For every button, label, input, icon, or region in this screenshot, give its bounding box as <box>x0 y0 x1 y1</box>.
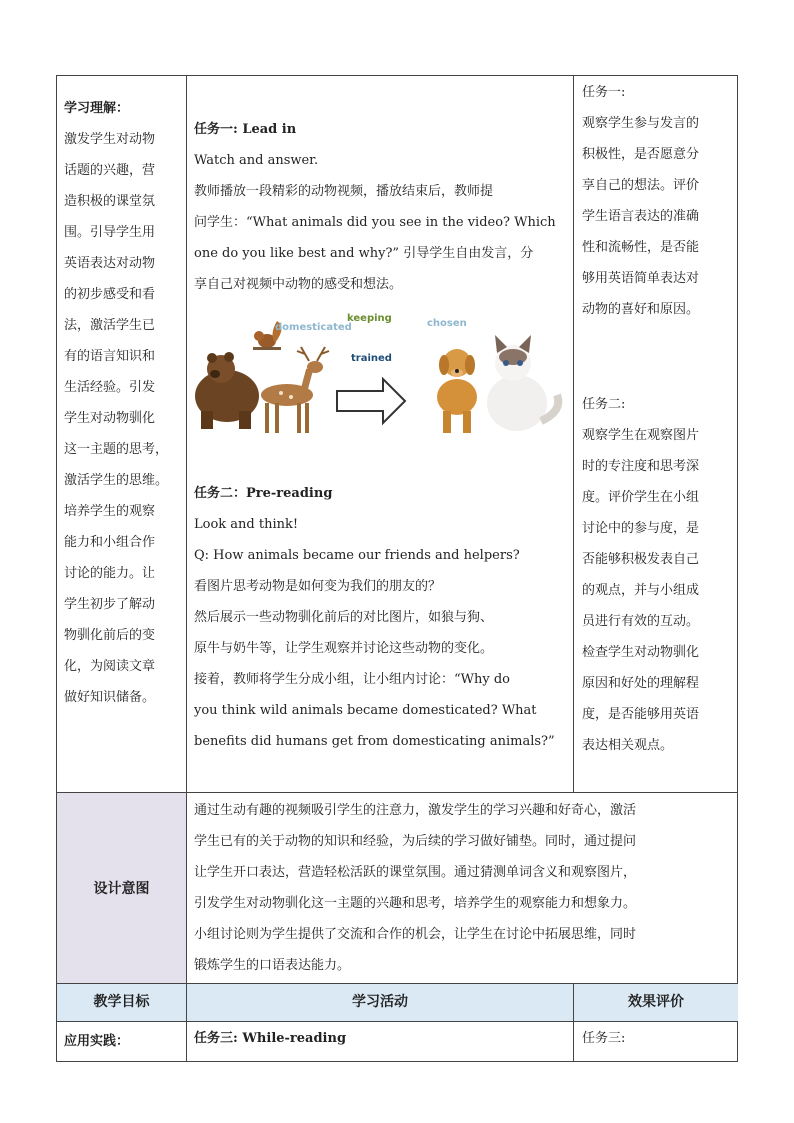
task1-description <box>194 176 566 300</box>
text-line: 能力和小组合作 <box>64 535 156 550</box>
evaluation-cell-task2 <box>574 389 738 761</box>
task2-title: 任务二：Pre-reading <box>194 486 333 501</box>
text-line: 小组讨论则为学生提供了交流和合作的机会，让学生在讨论中拓展思维，同时 <box>194 927 637 942</box>
text-line: you think wild animals became domesticated? What <box>194 703 537 718</box>
text-line: 然后展示一些动物驯化前后的对比图片，如狼与狗、 <box>194 610 494 625</box>
cat-icon <box>487 335 558 431</box>
text-line: 原因和好处的理解程 <box>582 676 700 691</box>
text-line: benefits did humans get from domesticating animals?” <box>194 734 555 749</box>
text-line: 享自己对视频中动物的感受和想法。 <box>194 277 403 292</box>
text-line: 度，是否能够用英语 <box>582 707 700 722</box>
text-line: 观察学生参与发言的 <box>582 116 700 131</box>
eval-task1-label: 任务一: <box>582 85 626 100</box>
text-line: 学生语言表达的准确 <box>582 209 700 224</box>
text-line: 教师播放一段精彩的动物视频，播放结束后，教师提 <box>194 184 494 199</box>
text-line: 学生对动物驯化 <box>64 411 156 426</box>
text-line: 让学生开口表达，营造轻松活跃的课堂氛围。通过猜测单词含义和观察图片， <box>194 865 637 880</box>
text-line: 接着，教师将学生分成小组，让小组内讨论：“Why do <box>194 672 511 687</box>
design-intent-text-cell <box>187 795 738 981</box>
text-line: 造积极的课堂氛 <box>64 194 156 209</box>
text-line: 引发学生对动物驯化这一主题的兴趣和思考，培养学生的观察能力和想象力。 <box>194 896 637 911</box>
text-line: 积极性，是否愿意分 <box>582 147 700 162</box>
text-line: 够用英语简单表达对 <box>582 271 700 286</box>
text-line: 激活学生的思维。 <box>64 473 169 488</box>
eval-task1-text <box>582 108 732 325</box>
text-line: 法，激活学生已 <box>64 318 156 333</box>
text-line: 这一主题的思考， <box>64 442 169 457</box>
label-domesticated: domesticated <box>275 322 352 333</box>
text-line: 检查学生对动物驯化 <box>582 645 700 660</box>
text-line: 讨论中的参与度，是 <box>582 521 700 536</box>
text-line: 话题的兴趣，营 <box>64 163 156 178</box>
text-line: 时的专注度和思考深 <box>582 459 700 474</box>
text-line: 英语表达对动物 <box>64 256 156 271</box>
text-line: 原牛与奶牛等，让学生观察并讨论这些动物的变化。 <box>194 641 494 656</box>
text-line: 享自己的想法。评价 <box>582 178 700 193</box>
text-line: 否能够积极发表自己 <box>582 552 700 567</box>
text-line: 学生初步了解动 <box>64 597 156 612</box>
task2-description <box>194 571 566 757</box>
text-line: 观察学生在观察图片 <box>582 428 700 443</box>
label-keeping: keeping <box>347 313 392 324</box>
deer-icon <box>261 347 329 433</box>
bottom-activity <box>187 1022 573 1056</box>
task1-instruction: Watch and answer. <box>194 153 319 168</box>
design-intent-label-cell <box>57 793 186 983</box>
text-line: 培养学生的观察 <box>64 504 156 519</box>
lesson-plan-table <box>56 75 738 1062</box>
learning-goal-heading: 学习理解： <box>64 101 130 116</box>
header-evaluation: 效果评价 <box>574 984 738 1021</box>
bear-icon <box>195 352 259 429</box>
bottom-activity-text: 任务三: While-reading <box>194 1031 347 1046</box>
label-chosen: chosen <box>427 318 467 329</box>
bottom-objective <box>57 1022 186 1062</box>
header-objective: 教学目标 <box>57 984 186 1021</box>
text-line: 做好知识储备。 <box>64 690 156 705</box>
text-line: 的观点，并与小组成 <box>582 583 700 598</box>
text-line: 讨论的能力。让 <box>64 566 156 581</box>
text-line: 锻炼学生的口语表达能力。 <box>194 958 351 973</box>
text-line: 物驯化前后的变 <box>64 628 156 643</box>
evaluation-cell <box>574 77 738 325</box>
text-line: 动物的喜好和原因。 <box>582 302 700 317</box>
bottom-objective-text: 应用实践： <box>64 1034 130 1049</box>
header-activity: 学习活动 <box>187 984 573 1021</box>
bottom-evaluation-text: 任务三: <box>582 1031 626 1046</box>
text-line: 通过生动有趣的视频吸引学生的注意力，激发学生的学习兴趣和好奇心，激活 <box>194 803 637 818</box>
text-line: 员进行有效的互动。 <box>582 614 700 629</box>
text-line: 看图片思考动物是如何变为我们的朋友的？ <box>194 579 442 594</box>
eval-task2-label: 任务二: <box>582 397 626 412</box>
animal-images <box>191 311 571 441</box>
text-line: 有的语言知识和 <box>64 349 156 364</box>
label-trained: trained <box>351 353 392 364</box>
activity-cell-task2 <box>187 478 573 757</box>
text-line: 度。评价学生在小组 <box>582 490 700 505</box>
design-intent-label: 设计意图 <box>93 881 150 897</box>
domestication-illustration <box>191 311 571 441</box>
activity-cell <box>187 114 573 300</box>
text-line: 激发学生对动物 <box>64 132 156 147</box>
text-line: 化，为阅读文章 <box>64 659 156 674</box>
text-line: one do you like best and why?” 引导学生自由发言，分 <box>194 246 534 261</box>
learning-goal-text <box>64 124 180 713</box>
text-line: 问学生：“What animals did you see in the video? Which <box>194 215 556 230</box>
text-line: 表达相关观点。 <box>582 738 674 753</box>
text-line: 的初步感受和看 <box>64 287 156 302</box>
dog-icon <box>437 349 477 433</box>
arrow-right-icon <box>337 379 405 423</box>
text-line: 学生已有的关于动物的知识和经验，为后续的学习做好铺垫。同时，通过提问 <box>194 834 637 849</box>
eval-task2-text <box>582 420 732 761</box>
design-intent-text <box>194 795 731 981</box>
text-line: 性和流畅性，是否能 <box>582 240 700 255</box>
learning-goal-cell <box>57 93 186 713</box>
bottom-evaluation <box>574 1022 738 1056</box>
task2-question: Q: How animals became our friends and helpers? <box>194 548 520 563</box>
text-line: 围。引导学生用 <box>64 225 156 240</box>
text-line: 生活经验。引发 <box>64 380 156 395</box>
task2-instruction: Look and think! <box>194 517 299 532</box>
task1-title: 任务一: Lead in <box>194 122 297 137</box>
